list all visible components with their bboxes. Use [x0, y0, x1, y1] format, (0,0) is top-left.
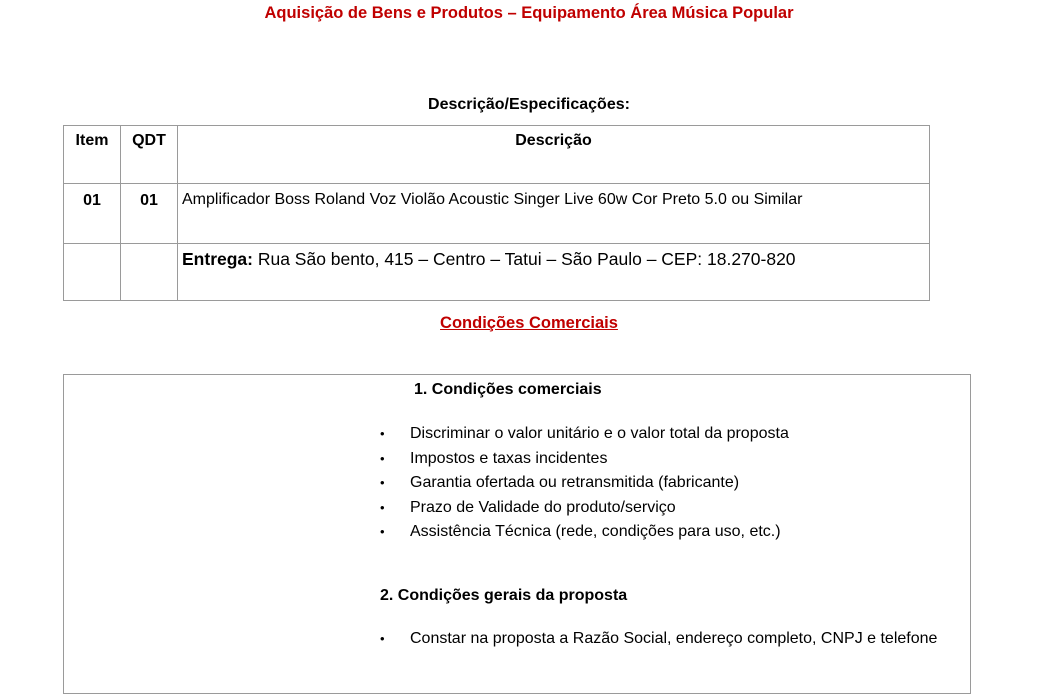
list-item — [380, 422, 789, 447]
bullet-icon: • — [380, 450, 385, 466]
list-item — [380, 627, 940, 651]
table-row-delivery — [64, 244, 930, 301]
section1-list — [380, 422, 789, 545]
bullet-icon: • — [380, 499, 385, 515]
cell-empty — [64, 244, 121, 301]
commercial-conditions-title: Condições Comerciais — [440, 314, 618, 332]
items-table — [63, 125, 930, 301]
list-item-text: Constar na proposta a Razão Social, endereço completo, CNPJ e telefone — [410, 630, 938, 647]
list-item — [380, 496, 789, 521]
list-item-text: Prazo de Validade do produto/serviço — [410, 498, 676, 516]
cell-item: 01 — [64, 184, 121, 244]
bullet-icon: • — [380, 524, 385, 539]
table-row — [64, 184, 930, 244]
cell-empty — [121, 244, 178, 301]
cell-description: Amplificador Boss Roland Voz Violão Acoustic Singer Live 60w Cor Preto 5.0 ou Similar — [178, 184, 930, 244]
table-header-row — [64, 126, 930, 184]
list-item — [380, 520, 789, 545]
list-item-text: Garantia ofertada ou retransmitida (fabricante) — [410, 474, 740, 491]
cell-qdt: 01 — [121, 184, 178, 244]
list-item-text: Impostos e taxas incidentes — [410, 449, 608, 467]
bullet-icon: • — [380, 475, 385, 490]
section2-list — [380, 627, 940, 651]
section2-heading: 2. Condições gerais da proposta — [380, 587, 628, 604]
delivery-label: Entrega: — [182, 249, 253, 269]
list-item-text: Discriminar o valor unitário e o valor total da proposta — [410, 425, 789, 442]
delivery-address: Rua São bento, 415 – Centro – Tatui – São Paulo – CEP: 18.270-820 — [252, 249, 796, 269]
specifications-heading: Descrição/Especificações: — [428, 96, 630, 113]
list-item-text: Assistência Técnica (rede, condições para uso, etc.) — [410, 523, 781, 540]
document-title: Aquisição de Bens e Produtos – Equipamento Área Música Popular — [264, 4, 794, 22]
section1-heading: 1. Condições comerciais — [414, 381, 602, 398]
bullet-icon: • — [380, 426, 385, 441]
list-item — [380, 471, 789, 496]
header-description: Descrição — [178, 126, 930, 184]
cell-delivery — [178, 244, 930, 301]
list-item — [380, 447, 789, 472]
header-qdt: QDT — [121, 126, 178, 184]
bullet-icon: • — [380, 631, 385, 646]
header-item: Item — [64, 126, 121, 184]
commercial-conditions-heading — [0, 314, 1058, 333]
